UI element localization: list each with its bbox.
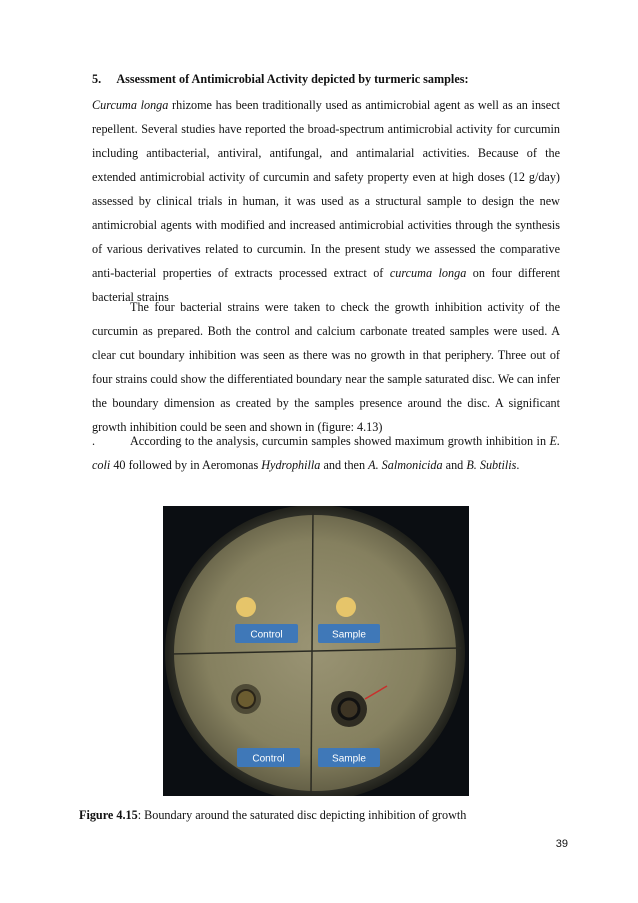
paragraph-text: 40 followed by in Aeromonas (110, 458, 262, 472)
disc-control-top (236, 597, 256, 617)
page-number: 39 (555, 838, 568, 850)
caption-text: : Boundary around the saturated disc depicting inhibition of growth (137, 808, 467, 822)
petri-dish-photo (163, 506, 469, 796)
section-number: 5. (92, 72, 102, 86)
paragraph-results (92, 429, 560, 477)
paragraph-text: . (516, 458, 520, 472)
species-name: A. Salmonicida (368, 458, 443, 472)
species-name: curcuma longa (389, 266, 467, 280)
paragraph-text: and (442, 458, 467, 472)
paragraph-method (92, 295, 560, 439)
leading-dot: . (92, 434, 96, 448)
disc-sample-top (336, 597, 356, 617)
section-heading (92, 70, 572, 88)
label-sample-top: Sample (332, 629, 366, 641)
species-name: Hydrophilla (261, 458, 321, 472)
section-title: Assessment of Antimicrobial Activity depicted by turmeric samples: (116, 72, 469, 86)
paragraph-text: According to the analysis, curcumin samples showed maximum growth inhibition in (130, 434, 550, 448)
species-name: Curcuma longa (92, 98, 169, 112)
figure-caption (79, 806, 579, 824)
label-control-top: Control (250, 629, 283, 641)
paragraph-text: rhizome has been traditionally used as antimicrobial agent as well as an insect repellent. Several studies have reported the broad-spectrum antimicrobial activity for curcumin including antibacterial, antiviral, antifungal, and antimalarial activities. Because of the extended antimicrobial activity of curcumin and safety property even at high doses (12 g/day) assessed by clinical trials in human, it was used as a structural sample to design the new antimicrobial agents with modified and increased antimicrobial activities through the synthesis of various derivatives related to curcumin. In the present study we assessed the comparative anti-bacterial properties of extracts processed extract of (92, 98, 560, 280)
figure-label: Figure 4.15 (79, 808, 138, 822)
label-control-bottom: Control (252, 753, 285, 765)
species-name: B. Subtilis (466, 458, 517, 472)
label-sample-bottom: Sample (332, 753, 366, 765)
paragraph-intro (92, 93, 560, 309)
paragraph-text: on four different bacterial strains (92, 266, 561, 304)
paragraph-text: The four bacterial strains were taken to check the growth inhibition activity of the curcumin as prepared. Both the control and calcium carbonate treated samples were used. A clear cut boundary inhibition was seen as there was no growth in that periphery. Three out of four strains could show the differentiated boundary near the sample saturated disc. We can infer the boundary dimension as created by the samples presence around the disc. A significant growth inhibition could be seen and shown in (figure: 4.13) (92, 300, 560, 434)
disc-sample-bottom (339, 699, 359, 719)
species-name: E. coli (92, 434, 560, 472)
paragraph-text: and then (320, 458, 369, 472)
disc-control-bottom (237, 690, 255, 708)
